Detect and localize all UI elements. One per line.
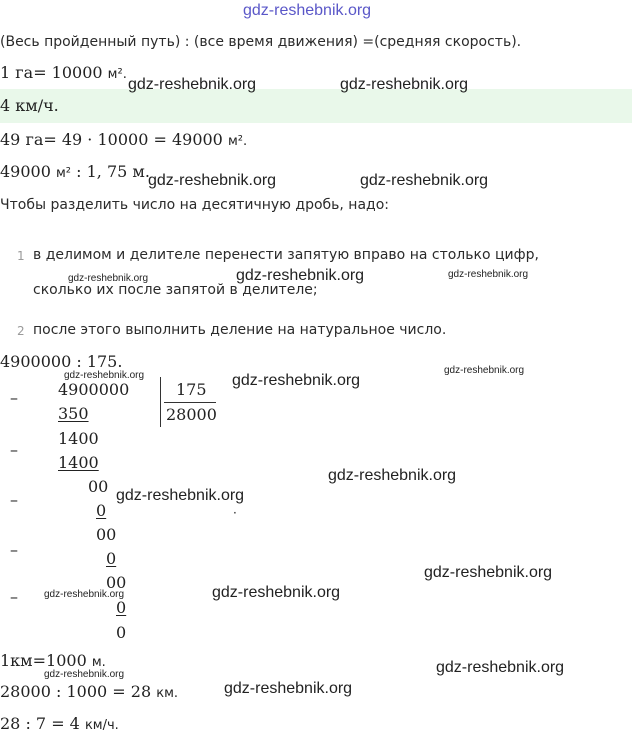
step-1-number: 1 (17, 249, 25, 263)
ld-divisor-rule (164, 402, 216, 403)
answer-text: 4 км/ч. (0, 96, 59, 115)
watermark: gdz-reshebnik.org (44, 669, 125, 680)
area-unit: м². (227, 134, 248, 149)
top-watermark: gdz-reshebnik.org (243, 2, 372, 19)
hectare-unit: м². (107, 67, 127, 82)
km-expression: 1км=1000 (0, 651, 87, 670)
ld-row: 0 (106, 549, 117, 568)
watermark: gdz-reshebnik.org (448, 269, 529, 280)
watermark: gdz-reshebnik.org (444, 365, 525, 376)
area-expression: 49 га= 49 · 10000 = 49000 (0, 130, 223, 149)
ld-dividend: 4900000 (58, 380, 130, 399)
watermark: gdz-reshebnik.org (212, 584, 341, 601)
watermark: gdz-reshebnik.org (68, 273, 149, 284)
conversion-unit: км. (156, 686, 179, 701)
ld-row: 00 (106, 573, 127, 592)
watermark: gdz-reshebnik.org (116, 487, 245, 504)
ld-divisor: 175 (176, 380, 207, 399)
ld-quotient: 28000 (166, 405, 217, 424)
hectare-line (0, 63, 127, 82)
watermark: gdz-reshebnik.org (360, 172, 489, 189)
ld-row: 1400 (58, 429, 99, 448)
ld-minus-5: – (10, 587, 18, 606)
stray-dot: · (233, 506, 237, 520)
rule-intro: Чтобы разделить число на десятичную дробь, надо: (0, 197, 389, 213)
watermark: gdz-reshebnik.org (44, 589, 125, 600)
watermark: gdz-reshebnik.org (340, 76, 469, 93)
ld-row: 1400 (58, 453, 99, 472)
watermark: gdz-reshebnik.org (224, 680, 353, 697)
conversion-line (0, 682, 178, 701)
division-divisor: : 1, 75 м. (76, 162, 150, 181)
step-2-line1: после этого выполнить деление на натуральное число. (33, 322, 447, 338)
ld-minus-3: – (10, 490, 18, 509)
watermark: gdz-reshebnik.org (328, 467, 457, 484)
area-line (0, 130, 247, 149)
hectare-expression: 1 га= 10000 (0, 63, 103, 82)
ld-row: 350 (58, 404, 89, 423)
ld-row: 0 (116, 598, 127, 617)
answer-highlight-band (0, 89, 632, 123)
km-line (0, 651, 106, 670)
watermark: gdz-reshebnik.org (148, 172, 277, 189)
speed-expression: 28 : 7 = 4 (0, 714, 80, 733)
ld-row: 00 (96, 525, 117, 544)
watermark: gdz-reshebnik.org (236, 267, 365, 284)
speed-line (0, 714, 119, 733)
ld-row: 0 (116, 623, 127, 642)
watermark: gdz-reshebnik.org (128, 76, 257, 93)
division-dividend: 49000 (0, 162, 51, 181)
watermark: gdz-reshebnik.org (424, 564, 553, 581)
watermark: gdz-reshebnik.org (232, 372, 361, 389)
long-division-header: 4900000 : 175. (0, 352, 123, 371)
km-unit: м. (91, 655, 106, 670)
step-1-line2: сколько их после запятой в делителе; (33, 282, 318, 298)
intro-text: (Весь пройденный путь) : (все время движения) =(средняя скорость). (0, 34, 522, 50)
division-unit: м² (56, 166, 72, 181)
watermark: gdz-reshebnik.org (64, 370, 145, 381)
ld-minus-4: – (10, 540, 18, 559)
step-1-line1: в делимом и делителе перенести запятую вправо на столько цифр, (33, 247, 539, 263)
division-line (0, 162, 150, 181)
conversion-expression: 28000 : 1000 = 28 (0, 682, 152, 701)
ld-vertical-bar (160, 377, 161, 427)
speed-unit: км/ч. (84, 718, 119, 733)
ld-row: 0 (96, 501, 107, 520)
step-2-number: 2 (17, 324, 25, 338)
watermark: gdz-reshebnik.org (436, 659, 565, 676)
ld-minus-1: – (10, 388, 18, 407)
ld-minus-2: – (10, 440, 18, 459)
ld-row: 00 (88, 477, 109, 496)
